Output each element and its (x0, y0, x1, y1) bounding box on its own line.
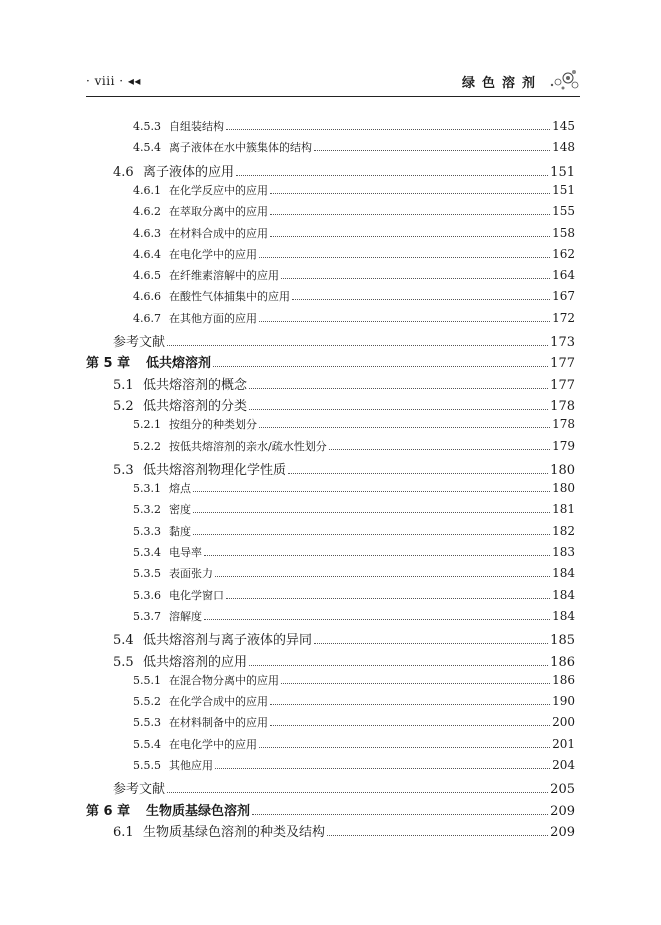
toc-entry-number: 5.5.1 (133, 673, 161, 687)
toc-entry (133, 416, 575, 432)
toc-dot-leader (167, 792, 548, 793)
toc-entry-title: 表面张力 (169, 567, 213, 581)
toc-dot-leader (329, 449, 550, 450)
toc-entry-page: 185 (550, 633, 575, 649)
toc-entry-page: 177 (550, 377, 575, 393)
toc-entry-number: 5.3.7 (133, 609, 161, 623)
toc-entry-number: 4.6.6 (133, 290, 161, 304)
toc-chapter-entry (86, 800, 575, 819)
toc-entry (113, 651, 575, 670)
toc-entry-number: 4.6.3 (133, 226, 161, 240)
toc-entry-page: 177 (550, 356, 575, 372)
toc-entry-number: 5.3.5 (133, 567, 161, 581)
toc-entry (133, 565, 575, 581)
toc-entry-page: 151 (550, 164, 575, 180)
toc-entry-title: 在其他方面的应用 (169, 311, 257, 325)
toc-entry-title: 溶解度 (169, 609, 202, 623)
toc-entry (133, 587, 575, 603)
toc-dot-leader (215, 576, 550, 577)
toc-entry-number: 5.5 (113, 654, 134, 670)
toc-dot-leader (288, 473, 548, 474)
toc-entry-number: 6.1 (113, 824, 134, 840)
toc-entry (113, 161, 575, 180)
toc-entry-page: 180 (552, 481, 575, 496)
toc-dot-leader (327, 835, 548, 836)
toc-entry (133, 480, 575, 496)
toc-entry-number: 5.5.2 (133, 695, 161, 709)
toc-dot-leader (236, 175, 548, 176)
toc-entry-title: 在酸性气体捕集中的应用 (169, 290, 290, 304)
toc-entry-number: 5.2 (113, 398, 134, 414)
toc-entry-title: 按组分的种类划分 (169, 418, 257, 432)
toc-entry-page: 184 (552, 566, 575, 581)
toc-entry-title: 密度 (169, 503, 191, 517)
toc-entry-page: 148 (552, 140, 575, 155)
toc-dot-leader (270, 236, 550, 237)
toc-dot-leader (204, 619, 550, 620)
toc-entry (133, 310, 575, 326)
toc-entry (133, 139, 575, 155)
toc-entry-page: 204 (552, 758, 575, 772)
toc-entry-page: 184 (552, 608, 575, 623)
toc-dot-leader (259, 747, 550, 748)
toc-entry (113, 395, 575, 414)
toc-entry-number: 5.3.4 (133, 546, 161, 559)
toc-entry-title: 生物质基绿色溶剂的种类及结构 (143, 824, 326, 840)
toc-entry-page: 158 (552, 225, 575, 240)
toc-entry-title: 低共熔溶剂 (146, 356, 212, 372)
toc-entry-number: 5.5.5 (133, 759, 161, 772)
toc-entry-title: 低共熔溶剂的应用 (143, 654, 248, 670)
toc-entry (133, 672, 575, 688)
toc-entry (133, 501, 575, 517)
toc-dot-leader (270, 193, 550, 194)
toc-entry-number: 4.5.3 (133, 120, 161, 133)
toc-entry-number: 5.3 (113, 462, 134, 478)
toc-entry (133, 693, 575, 709)
toc-entry-title: 在萃取分离中的应用 (169, 205, 268, 219)
toc-entry-page: 183 (552, 545, 575, 559)
toc-entry-title: 参考文献 (113, 782, 166, 798)
toc-entry-number: 4.6 (113, 164, 134, 180)
toc-dot-leader (193, 512, 550, 513)
toc-entry (113, 459, 575, 478)
toc-dot-leader (281, 278, 550, 279)
toc-entry-page: 201 (552, 736, 575, 751)
toc-dot-leader (249, 409, 548, 410)
toc-entry-title: 按低共熔溶剂的亲水/疏水性划分 (169, 439, 327, 453)
toc-entry-page: 179 (552, 438, 575, 453)
toc-chapter-entry (86, 352, 575, 371)
toc-entry-page: 209 (550, 824, 575, 840)
toc-entry-title: 低共熔溶剂物理化学性质 (143, 462, 287, 478)
toc-entry-title: 离子液体在水中簇集体的结构 (169, 141, 312, 155)
toc-entry (113, 629, 575, 648)
toc-entry-number: 4.6.2 (133, 205, 161, 219)
toc-entry-title: 离子液体的应用 (143, 164, 235, 180)
toc-entry-number: 5.3.6 (133, 588, 161, 602)
toc-entry-number: 4.6.4 (133, 247, 161, 261)
toc-entry (133, 608, 575, 624)
toc-entry-number: 5.3.2 (133, 503, 161, 517)
toc-entry (133, 225, 575, 241)
toc-entry-number: 5.5.3 (133, 716, 161, 730)
toc-entry-title: 熔点 (169, 482, 191, 496)
toc-entry-page: 186 (550, 654, 575, 670)
toc-dot-leader (270, 725, 550, 726)
toc-entry-number: 5.5.4 (133, 737, 161, 751)
toc-entry-page: 181 (552, 502, 575, 517)
toc-entry-title: 低共熔溶剂的概念 (143, 377, 248, 393)
toc-dot-leader (259, 427, 550, 428)
toc-entry-title: 在材料合成中的应用 (169, 226, 268, 240)
toc-entry-page: 145 (552, 119, 575, 133)
toc-dot-leader (270, 704, 550, 705)
toc-entry-page: 209 (550, 803, 575, 819)
toc-dot-leader (226, 129, 550, 130)
toc-entry-number: 4.6.5 (133, 269, 161, 283)
toc-dot-leader (314, 150, 550, 151)
toc-entry-title: 参考文献 (113, 335, 166, 350)
toc-entry-page: 151 (552, 182, 575, 197)
toc-entry-number: 5.2.2 (133, 439, 161, 453)
toc-entry (133, 714, 575, 730)
toc-entry-number: 5.3.1 (133, 482, 161, 496)
toc-entry (133, 246, 575, 262)
toc-entry (133, 757, 575, 773)
toc-entry (133, 523, 575, 539)
toc-dot-leader (259, 321, 550, 322)
toc-entry-page: 155 (552, 204, 575, 219)
toc-entry (133, 736, 575, 752)
toc-entry (113, 821, 575, 840)
toc-entry-page: 205 (550, 782, 575, 798)
toc-dot-leader (226, 598, 550, 599)
toc-entry (133, 438, 575, 454)
toc-dot-leader (167, 345, 548, 346)
toc-entry-title: 在材料制备中的应用 (169, 716, 268, 730)
toc-entry-title: 在电化学中的应用 (169, 737, 257, 751)
toc-entry (133, 288, 575, 304)
toc-entry-number: 5.2.1 (133, 418, 161, 432)
toc-entry-page: 178 (550, 398, 575, 414)
toc-entry (133, 544, 575, 560)
toc-references-entry (113, 331, 575, 350)
toc-references-entry (113, 778, 575, 797)
toc-entry-page: 162 (552, 246, 575, 261)
toc-dot-leader (215, 768, 550, 769)
toc-entry-number: 5.3.3 (133, 524, 161, 538)
toc-dot-leader (252, 814, 548, 815)
toc-entry-title: 在纤维素溶解中的应用 (169, 269, 279, 283)
toc-entry-page: 200 (552, 715, 575, 730)
toc-dot-leader (204, 555, 550, 556)
toc-entry-page: 172 (552, 310, 575, 325)
toc-entry-title: 在混合物分离中的应用 (169, 673, 279, 687)
book-title: 绿色溶剂 (461, 76, 542, 91)
toc-dot-leader (314, 643, 548, 644)
toc-entry-page: 182 (552, 523, 575, 538)
toc-dot-leader (259, 257, 550, 258)
toc-entry-page: 190 (552, 694, 575, 709)
toc-entry-title: 电导率 (169, 546, 202, 559)
toc-entry-page: 167 (552, 289, 575, 304)
toc-dot-leader (213, 366, 548, 367)
toc-entry-title: 在电化学中的应用 (169, 247, 257, 261)
toc-dot-leader (193, 534, 550, 535)
toc-entry-page: 178 (552, 417, 575, 432)
toc-entry-number: 第 5 章 (86, 356, 131, 372)
toc-entry-title: 低共熔溶剂与离子液体的异同 (143, 633, 313, 649)
toc-entry-page: 186 (552, 672, 575, 687)
toc-entry-title: 低共熔溶剂的分类 (143, 398, 248, 414)
toc-entry-title: 电化学窗口 (169, 588, 224, 602)
toc-entry (133, 203, 575, 219)
toc-dot-leader (249, 388, 548, 389)
toc-entry-title: 生物质基绿色溶剂 (146, 803, 251, 819)
toc-dot-leader (193, 491, 550, 492)
toc-entry-title: 在化学反应中的应用 (169, 183, 268, 197)
toc-entry-page: 180 (550, 462, 575, 478)
toc-entry-number: 5.4 (113, 633, 134, 649)
toc-entry (133, 267, 575, 283)
toc-entry-page: 184 (552, 587, 575, 602)
toc-entry-title: 在化学合成中的应用 (169, 695, 268, 709)
toc-entry-number: 第 6 章 (86, 803, 131, 819)
toc-entry-number: 4.6.1 (133, 183, 161, 197)
toc-entry (113, 374, 575, 393)
toc-entry-number: 5.1 (113, 377, 134, 393)
page-number-marker: · viii · ◂◂ (86, 74, 141, 88)
toc-entry-number: 4.6.7 (133, 311, 161, 325)
toc-entry-page: 173 (550, 335, 575, 350)
toc-entry (133, 182, 575, 198)
toc-dot-leader (270, 214, 550, 215)
toc-dot-leader (292, 299, 550, 300)
toc-entry-title: 黏度 (169, 524, 191, 538)
toc-entry (133, 118, 575, 134)
toc-entry-title: 其他应用 (169, 759, 213, 772)
toc-entry-number: 4.5.4 (133, 141, 161, 155)
toc-entry-title: 自组装结构 (169, 120, 224, 133)
toc-entry-page: 164 (552, 268, 575, 283)
toc-dot-leader (249, 665, 548, 666)
toc-dot-leader (281, 683, 550, 684)
